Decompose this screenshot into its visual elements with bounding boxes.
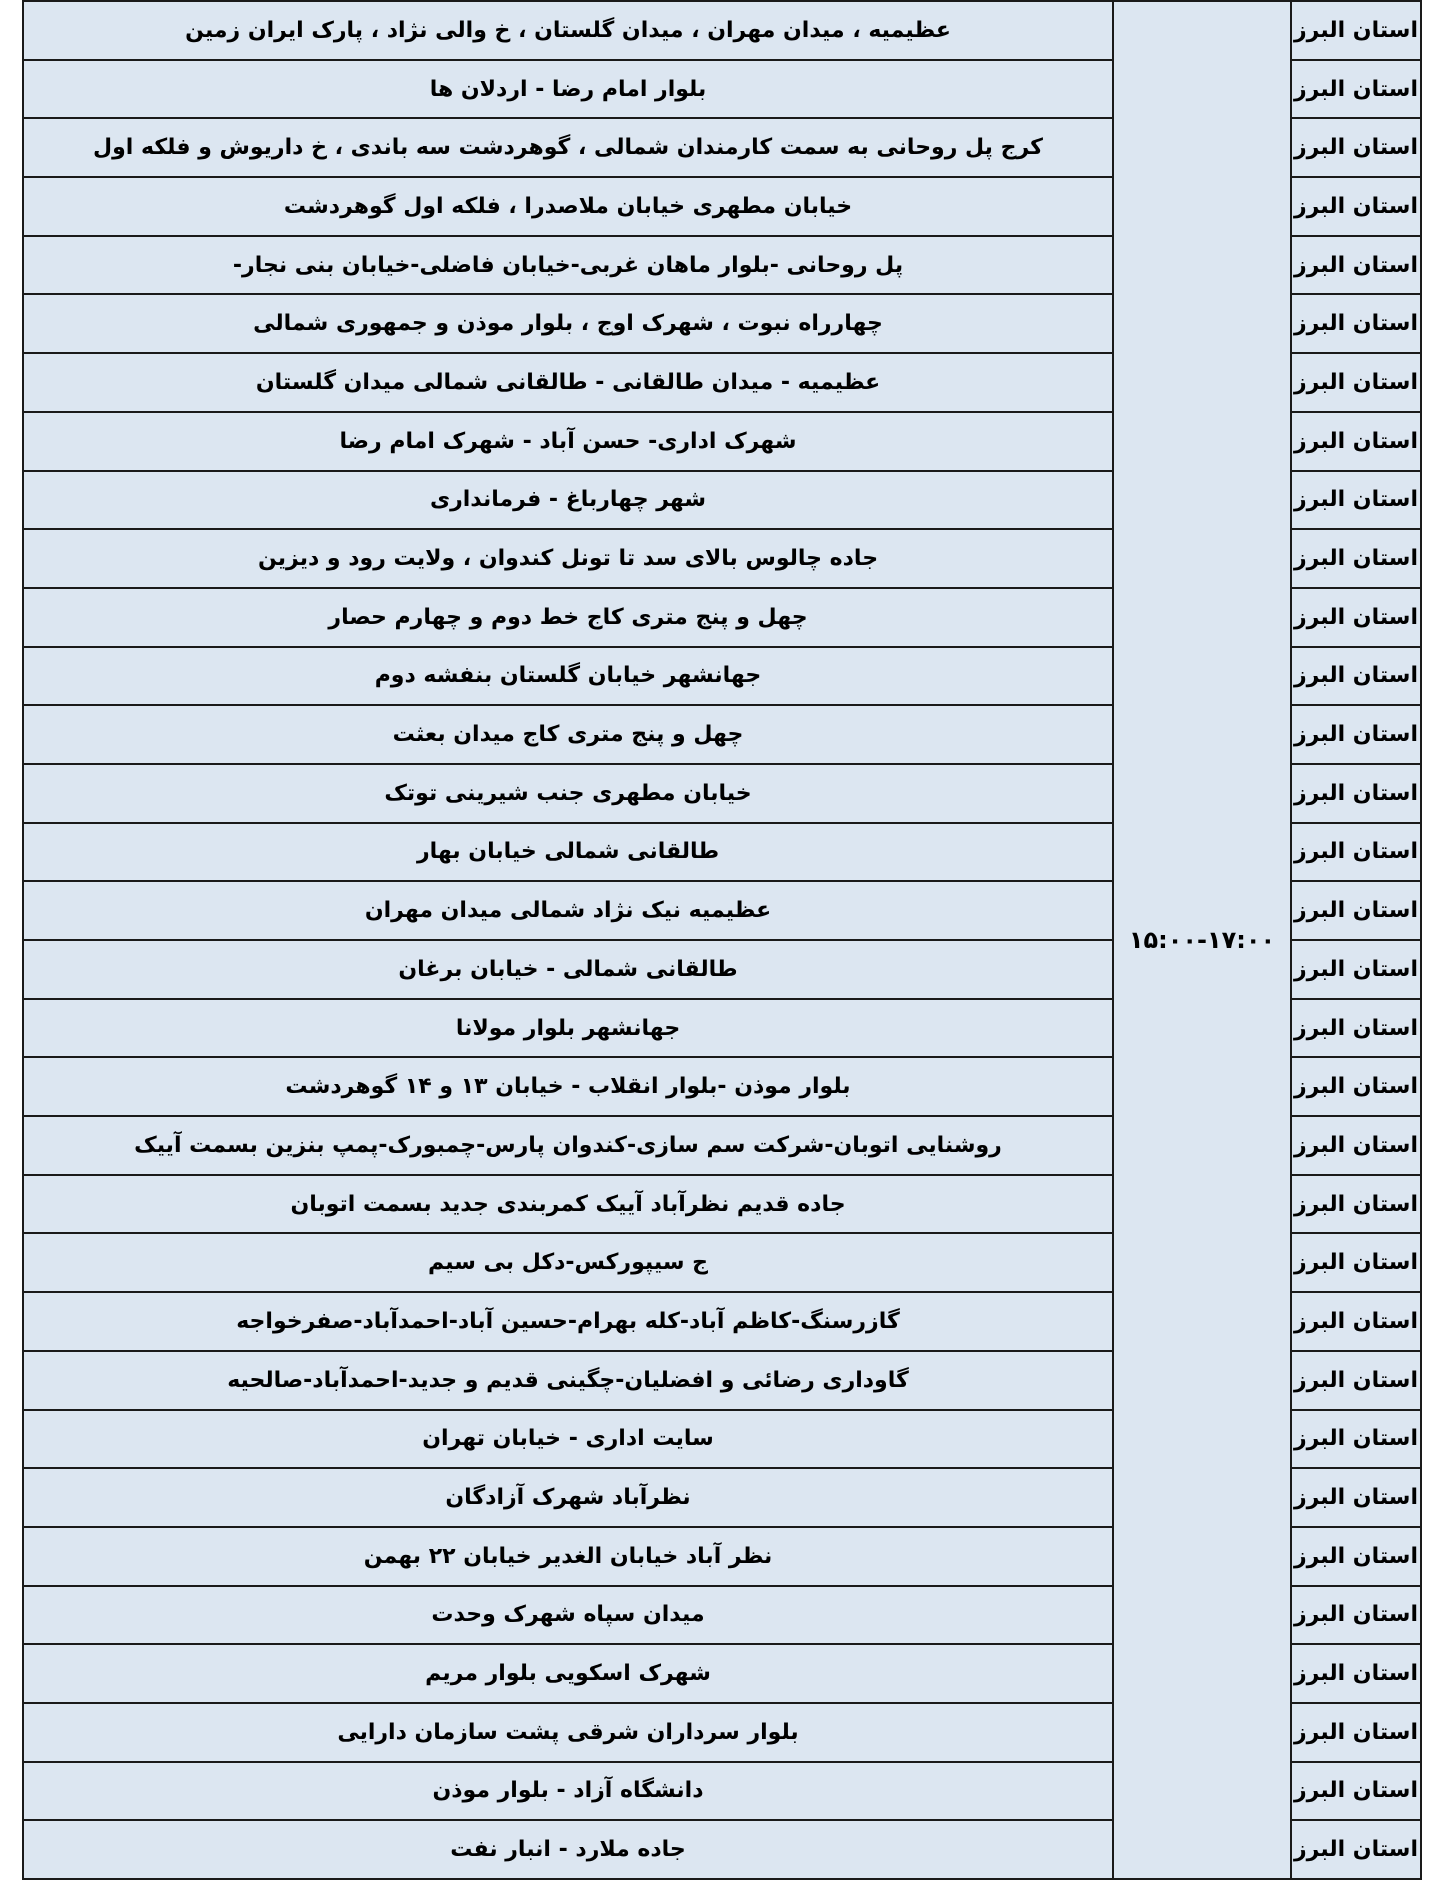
- province-cell: استان البرز: [1291, 1, 1421, 60]
- province-cell: استان البرز: [1291, 1527, 1421, 1586]
- address-cell: میدان سپاه شهرک وحدت: [23, 1586, 1113, 1645]
- province-cell: استان البرز: [1291, 1820, 1421, 1879]
- province-cell: استان البرز: [1291, 236, 1421, 295]
- province-cell: استان البرز: [1291, 1351, 1421, 1410]
- province-cell: استان البرز: [1291, 177, 1421, 236]
- province-cell: استان البرز: [1291, 1057, 1421, 1116]
- address-cell: شهر چهارباغ - فرمانداری: [23, 471, 1113, 530]
- province-cell: استان البرز: [1291, 823, 1421, 882]
- province-cell: استان البرز: [1291, 1644, 1421, 1703]
- address-cell: بلوار سرداران شرقی پشت سازمان دارایی: [23, 1703, 1113, 1762]
- address-cell: جهانشهر بلوار مولانا: [23, 999, 1113, 1058]
- province-cell: استان البرز: [1291, 764, 1421, 823]
- address-cell: جهانشهر خیابان گلستان بنفشه دوم: [23, 647, 1113, 706]
- address-cell: طالقانی شمالی خیابان بهار: [23, 823, 1113, 882]
- address-cell: چهل و پنج متری کاج خط دوم و چهارم حصار: [23, 588, 1113, 647]
- province-cell: استان البرز: [1291, 1762, 1421, 1821]
- address-cell: عظیمیه نیک نژاد شمالی میدان مهران: [23, 881, 1113, 940]
- address-cell: جاده چالوس بالای سد تا تونل کندوان ، ولایت رود و دیزین: [23, 529, 1113, 588]
- address-cell: دانشگاه آزاد - بلوار موذن: [23, 1762, 1113, 1821]
- table-row: [23, 1, 1421, 60]
- address-cell: نظرآباد شهرک آزادگان: [23, 1468, 1113, 1527]
- address-cell: چهارراه نبوت ، شهرک اوج ، بلوار موذن و جمهوری شمالی: [23, 294, 1113, 353]
- table-body: [23, 1, 1421, 1879]
- province-cell: استان البرز: [1291, 881, 1421, 940]
- time-window-cell: ۱۵:۰۰-۱۷:۰۰: [1113, 1, 1291, 1879]
- province-cell: استان البرز: [1291, 1468, 1421, 1527]
- province-cell: استان البرز: [1291, 1233, 1421, 1292]
- province-cell: استان البرز: [1291, 940, 1421, 999]
- address-cell: عظیمیه - میدان طالقانی - طالقانی شمالی میدان گلستان: [23, 353, 1113, 412]
- address-cell: خیابان مطهری خیابان ملاصدرا ، فلکه اول گوهردشت: [23, 177, 1113, 236]
- address-cell: گاوداری رضائی و افضلیان-چگینی قدیم و جدید-احمدآباد-صالحیه: [23, 1351, 1113, 1410]
- address-cell: عظیمیه ، میدان مهران ، میدان گلستان ، خ والی نژاد ، پارک ایران زمین: [23, 1, 1113, 60]
- province-cell: استان البرز: [1291, 1116, 1421, 1175]
- address-cell: گازرسنگ-کاظم آباد-کله بهرام-حسین آباد-احمدآباد-صفرخواجه: [23, 1292, 1113, 1351]
- province-cell: استان البرز: [1291, 60, 1421, 119]
- address-cell: خیابان مطهری جنب شیرینی توتک: [23, 764, 1113, 823]
- address-cell: نظر آباد خیابان الغدیر خیابان ۲۲ بهمن: [23, 1527, 1113, 1586]
- province-cell: استان البرز: [1291, 1586, 1421, 1645]
- province-cell: استان البرز: [1291, 529, 1421, 588]
- province-cell: استان البرز: [1291, 1175, 1421, 1234]
- address-cell: ج سیپورکس-دکل بی سیم: [23, 1233, 1113, 1292]
- province-cell: استان البرز: [1291, 294, 1421, 353]
- province-cell: استان البرز: [1291, 353, 1421, 412]
- address-cell: طالقانی شمالی - خیابان برغان: [23, 940, 1113, 999]
- province-cell: استان البرز: [1291, 1410, 1421, 1469]
- province-cell: استان البرز: [1291, 118, 1421, 177]
- province-cell: استان البرز: [1291, 1292, 1421, 1351]
- province-cell: استان البرز: [1291, 471, 1421, 530]
- province-cell: استان البرز: [1291, 999, 1421, 1058]
- address-cell: جاده قدیم نظرآباد آییک کمربندی جدید بسمت اتوبان: [23, 1175, 1113, 1234]
- province-cell: استان البرز: [1291, 647, 1421, 706]
- address-cell: شهرک اداری- حسن آباد - شهرک امام رضا: [23, 412, 1113, 471]
- address-cell: شهرک اسکویی بلوار مریم: [23, 1644, 1113, 1703]
- address-cell: چهل و پنج متری کاج میدان بعثت: [23, 705, 1113, 764]
- address-cell: بلوار موذن -بلوار انقلاب - خیابان ۱۳ و ۱۴ گوهردشت: [23, 1057, 1113, 1116]
- address-cell: پل روحانی -بلوار ماهان غربی-خیابان فاضلی-خیابان بنی نجار-: [23, 236, 1113, 295]
- address-cell: جاده ملارد - انبار نفت: [23, 1820, 1113, 1879]
- province-cell: استان البرز: [1291, 412, 1421, 471]
- address-cell: بلوار امام رضا - اردلان ها: [23, 60, 1113, 119]
- province-cell: استان البرز: [1291, 1703, 1421, 1762]
- province-cell: استان البرز: [1291, 588, 1421, 647]
- address-cell: سایت اداری - خیابان تهران: [23, 1410, 1113, 1469]
- province-cell: استان البرز: [1291, 705, 1421, 764]
- outage-schedule-table: [22, 0, 1422, 1880]
- address-cell: کرج پل روحانی به سمت کارمندان شمالی ، گوهردشت سه باندی ، خ داریوش و فلکه اول: [23, 118, 1113, 177]
- address-cell: روشنایی اتوبان-شرکت سم سازی-کندوان پارس-چمبورک-پمپ بنزین بسمت آییک: [23, 1116, 1113, 1175]
